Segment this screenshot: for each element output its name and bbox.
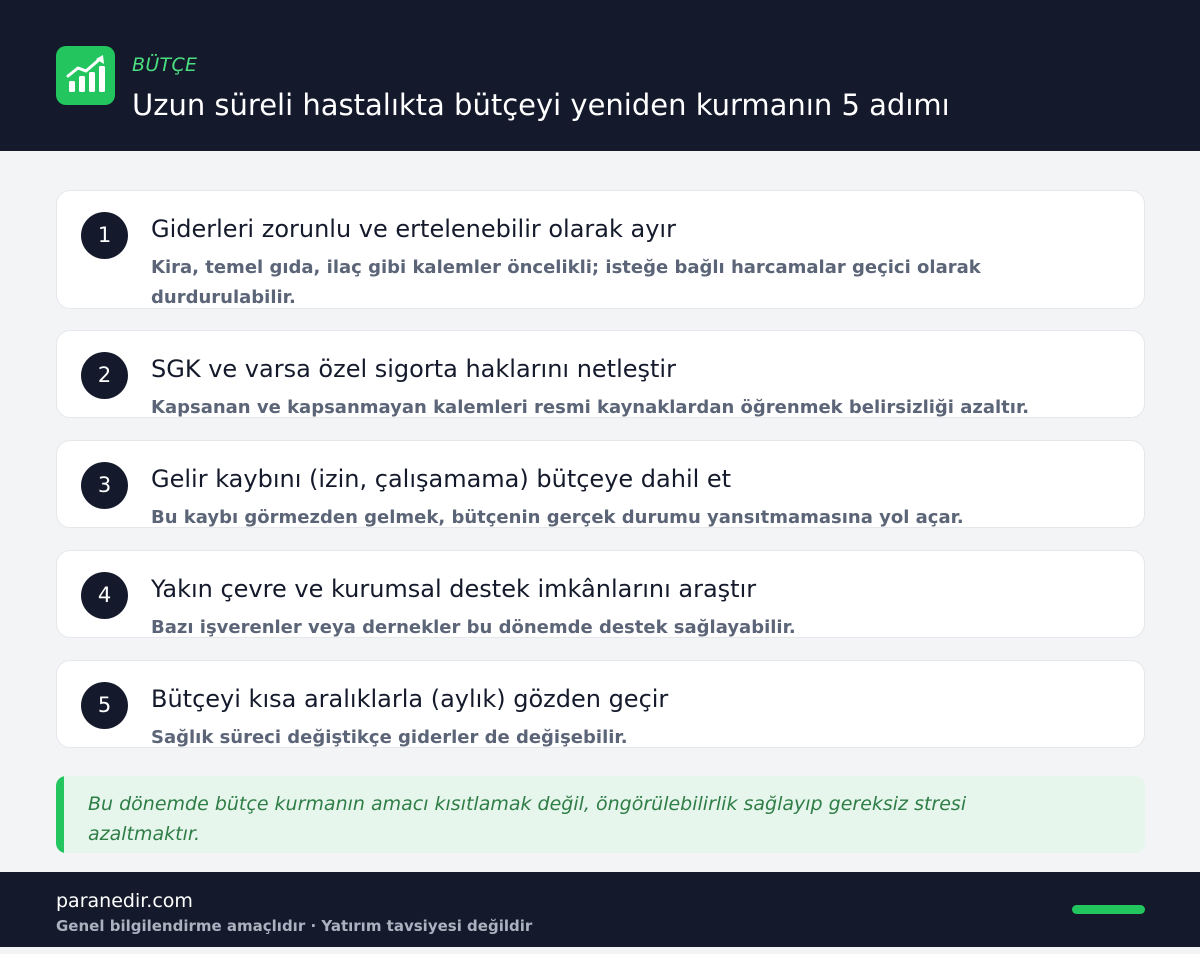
step-number-badge: 1 [81,212,128,259]
step-card-2 [56,330,1145,418]
category-label: BÜTÇE [132,54,198,76]
header [0,0,1200,151]
step-title: SGK ve varsa özel sigorta haklarını netleştir [151,355,676,383]
page-title: Uzun süreli hastalıkta bütçeyi yeniden kurmanın 5 adımı [132,88,950,122]
note-callout [56,776,1145,853]
step-number-badge: 5 [81,682,128,729]
note-accent-bar [56,776,64,853]
step-title: Giderleri zorunlu ve ertelenebilir olarak ayır [151,215,676,243]
footer-accent-bar [1072,905,1145,914]
footer [0,872,1200,947]
step-card-1 [56,190,1145,309]
step-card-4 [56,550,1145,638]
bar-chart-growth-icon [56,46,115,105]
step-description: Kira, temel gıda, ilaç gibi kalemler öncelikli; isteğe bağlı harcamalar geçici olarak durdurulabilir. [151,257,981,308]
step-card-5 [56,660,1145,748]
step-card-3 [56,440,1145,528]
step-description: Bazı işverenler veya dernekler bu dönemde destek sağlayabilir. [151,617,796,638]
step-description: Sağlık süreci değiştikçe giderler de değişebilir. [151,727,628,748]
step-title: Bütçeyi kısa aralıklarla (aylık) gözden geçir [151,685,669,713]
step-number-badge: 2 [81,352,128,399]
step-description: Bu kaybı görmezden gelmek, bütçenin gerçek durumu yansıtmamasına yol açar. [151,507,964,528]
step-number-badge: 4 [81,572,128,619]
step-number-badge: 3 [81,462,128,509]
step-description: Kapsanan ve kapsanmayan kalemleri resmi kaynaklardan öğrenmek belirsizliği azaltır. [151,397,1030,418]
step-title: Gelir kaybını (izin, çalışamama) bütçeye dahil et [151,465,732,493]
site-name: paranedir.com [56,890,193,912]
disclaimer-text: Genel bilgilendirme amaçlıdır · Yatırım tavsiyesi değildir [56,917,533,935]
note-text: Bu dönemde bütçe kurmanın amacı kısıtlamak değil, öngörülebilirlik sağlayıp gereksiz stresi azaltmaktır. [88,793,967,845]
step-title: Yakın çevre ve kurumsal destek imkânlarını araştır [151,575,757,603]
